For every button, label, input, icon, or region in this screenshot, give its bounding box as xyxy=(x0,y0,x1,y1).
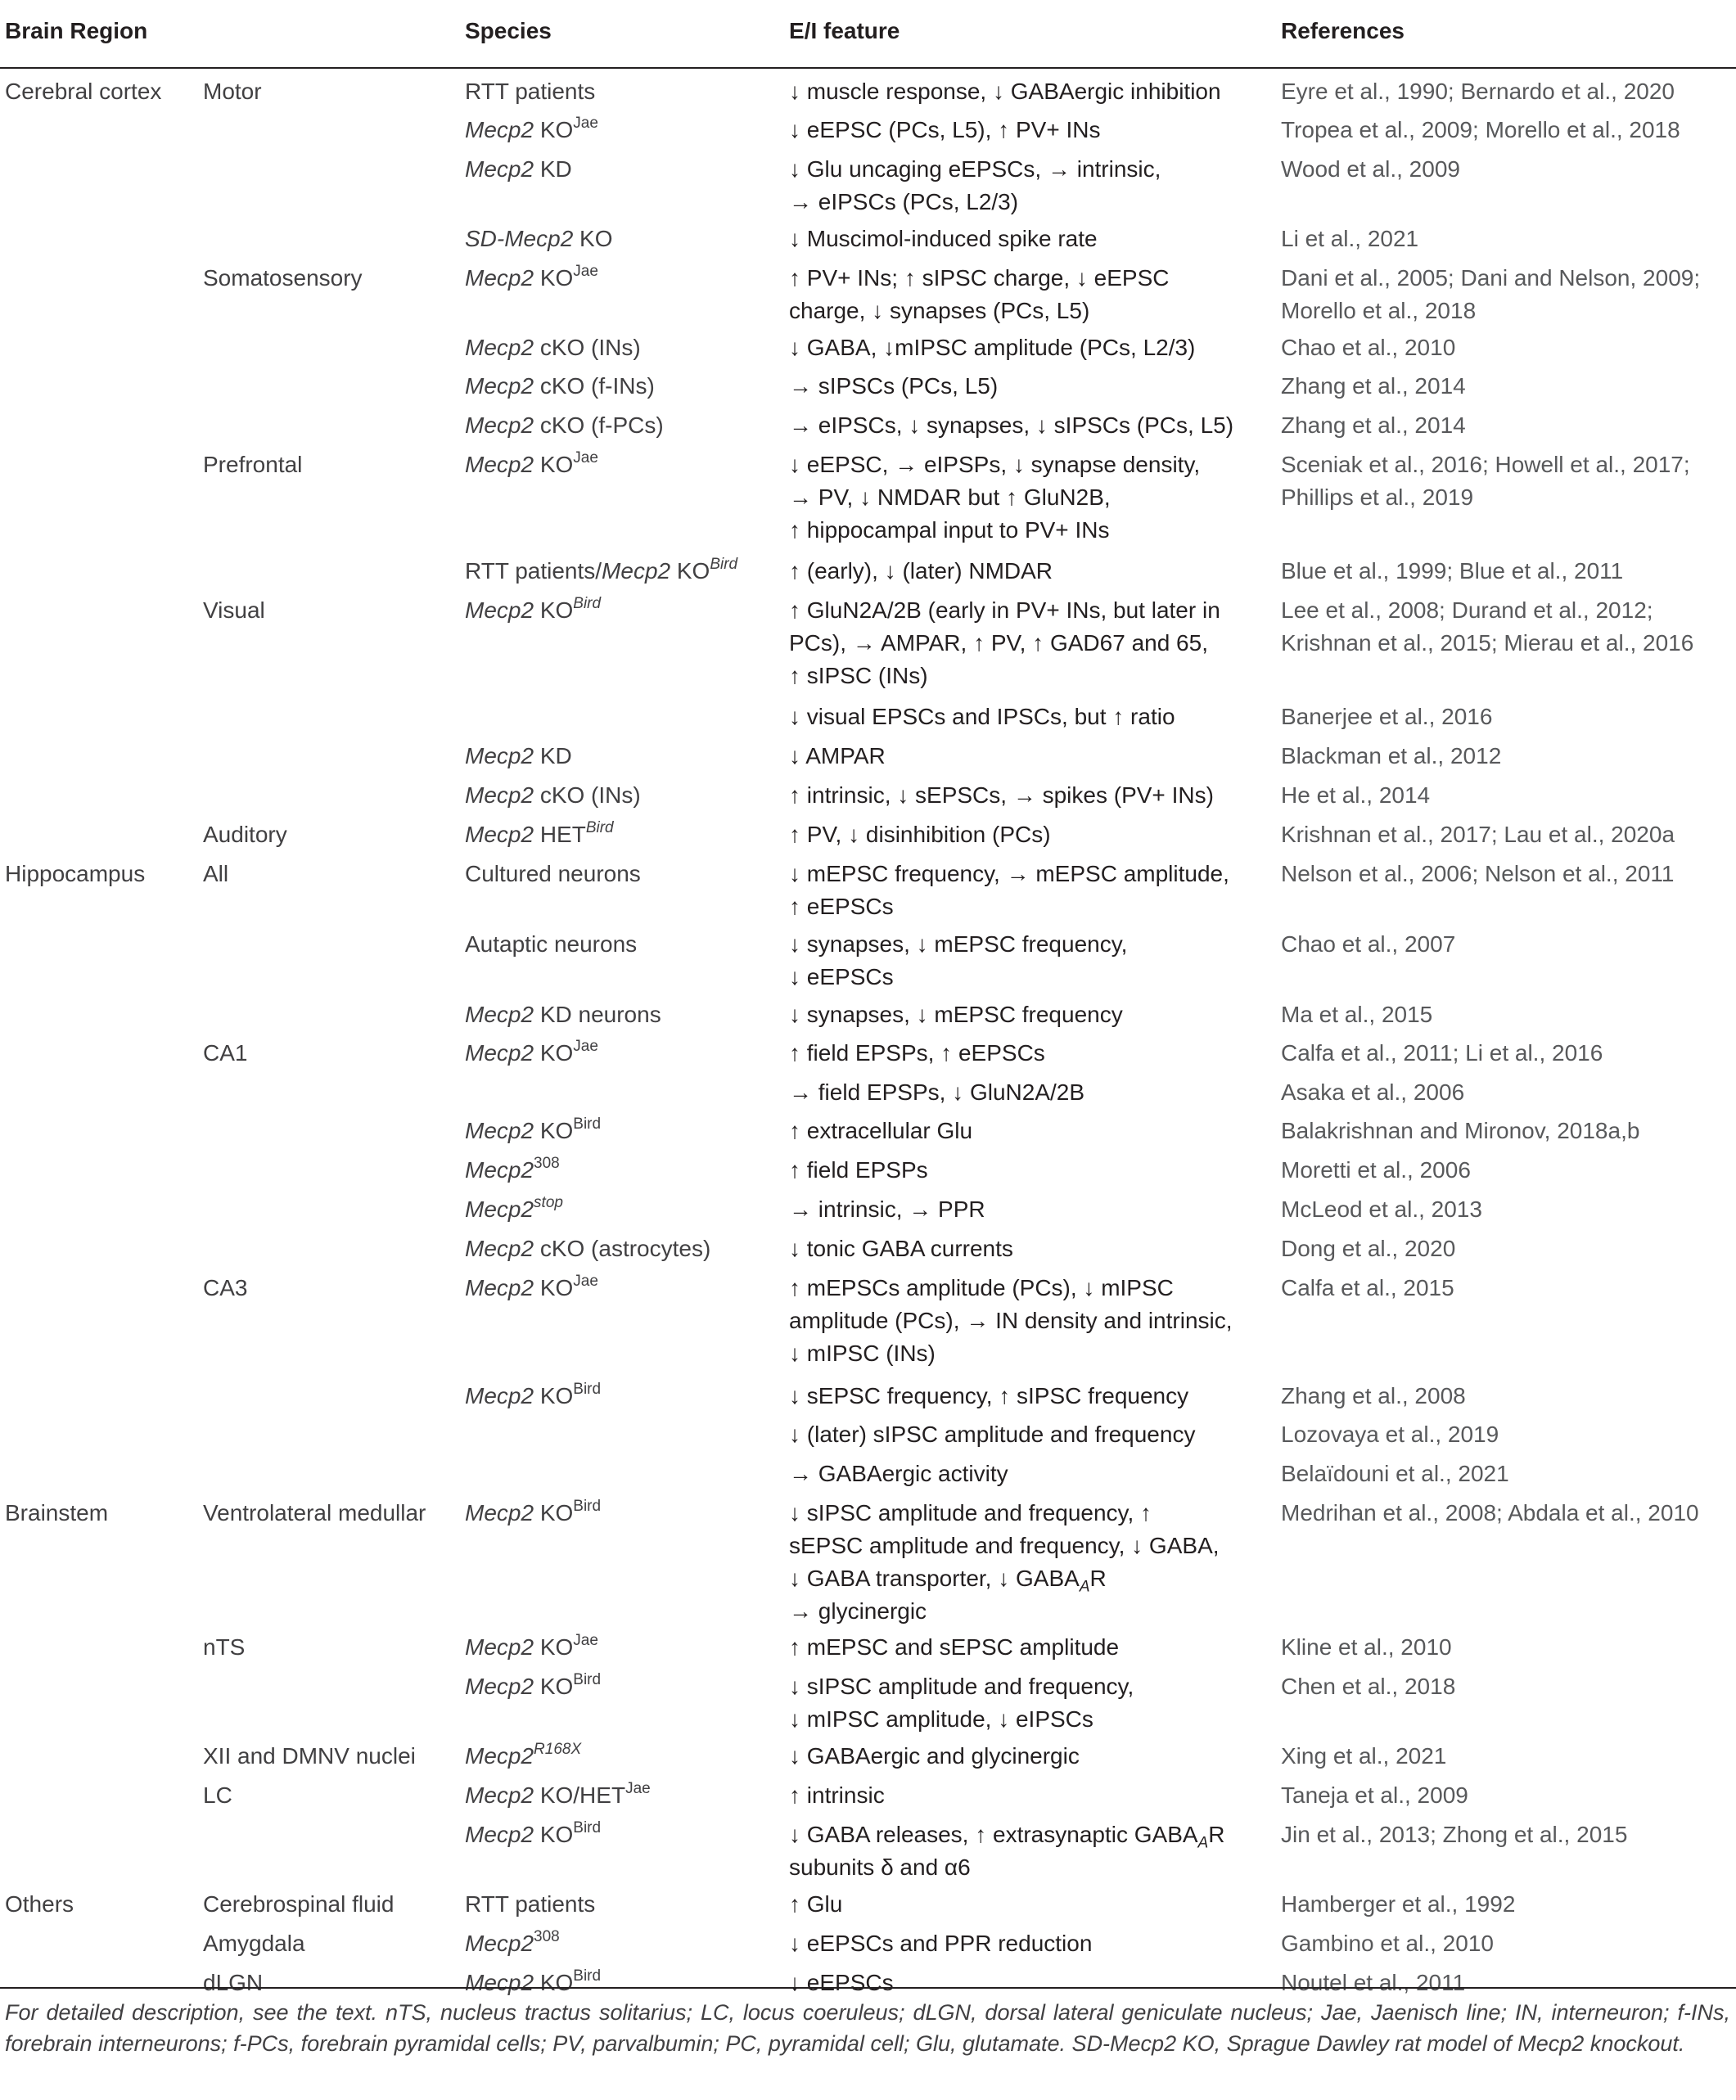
cell-references xyxy=(1281,153,1731,186)
ei-line-1: Wood et al., 2009 xyxy=(1281,156,1460,182)
ei-line-1: ↓ muscle response, ↓ GABAergic inhibition xyxy=(789,79,1221,104)
cell-references xyxy=(1281,448,1731,514)
ei-line-1: Chen et al., 2018 xyxy=(1281,1674,1456,1699)
cell-ei-feature xyxy=(789,1380,1272,1413)
ei-line-2: charge, ↓ synapses (PCs, L5) xyxy=(789,298,1090,323)
ei-line-1: ↓ mEPSC frequency, → mEPSC amplitude, xyxy=(789,861,1229,886)
ei-line-1: Dani et al., 2005; Dani and Nelson, 2009; xyxy=(1281,265,1701,291)
cell-references xyxy=(1281,1779,1731,1812)
ei-line-2: subunits δ and α6 xyxy=(789,1854,971,1880)
cell-references xyxy=(1281,1380,1731,1413)
ei-line-1: ↑ GluN2A/2B (early in PV+ INs, but later in xyxy=(789,597,1220,623)
cell-ei-feature xyxy=(789,858,1272,923)
cell-ei-feature xyxy=(789,555,1272,588)
ei-line-1: Balakrishnan and Mironov, 2018a,b xyxy=(1281,1118,1640,1143)
ei-line-1: Moretti et al., 2006 xyxy=(1281,1157,1471,1183)
cell-ei-feature xyxy=(789,1458,1272,1490)
cell-references xyxy=(1281,740,1731,773)
cell-species: Mecp2 cKO (astrocytes) xyxy=(465,1236,711,1261)
ei-line-1: ↓ sIPSC amplitude and frequency, ↑ xyxy=(789,1500,1152,1525)
ei-line-1: ↓ sIPSC amplitude and frequency, xyxy=(789,1674,1134,1699)
ei-line-1: Blue et al., 1999; Blue et al., 2011 xyxy=(1281,558,1624,584)
ei-line-1: Jin et al., 2013; Zhong et al., 2015 xyxy=(1281,1822,1628,1847)
ei-line-1: ↓ Muscimol-induced spike rate xyxy=(789,226,1098,251)
header-species: Species xyxy=(465,18,552,43)
cell-species: Mecp2 $KO^{Bird}$ xyxy=(465,1818,602,1847)
cell-ei-feature xyxy=(789,1154,1272,1187)
cell-subregion: XII and DMNV nuclei xyxy=(203,1743,416,1769)
ei-line-2: Morello et al., 2018 xyxy=(1281,298,1477,323)
cell-ei-feature xyxy=(789,998,1272,1031)
ei-line-2: ↑ eEPSCs xyxy=(789,894,894,919)
ei-line-1: ↓ sEPSC frequency, ↑ sIPSC frequency xyxy=(789,1383,1189,1408)
ei-line-1: Tropea et al., 2009; Morello et al., 2018 xyxy=(1281,117,1680,142)
ei-line-1: Sceniak et al., 2016; Howell et al., 2017; xyxy=(1281,452,1690,477)
cell-subregion: CA1 xyxy=(203,1040,248,1066)
cell-ei-feature xyxy=(789,1670,1272,1736)
ei-line-2: PCs), → AMPAR, ↑ PV, ↑ GAD67 and 65, xyxy=(789,630,1208,656)
ei-line-1: Lozovaya et al., 2019 xyxy=(1281,1422,1499,1447)
cell-references xyxy=(1281,1740,1731,1773)
ei-line-1: Medrihan et al., 2008; Abdala et al., 2010 xyxy=(1281,1500,1699,1525)
cell-subregion: nTS xyxy=(203,1634,246,1660)
ei-line-3: ↓ mIPSC (INs) xyxy=(789,1341,936,1366)
cell-subregion: dLGN xyxy=(203,1970,264,1995)
ei-line-1: ↑ Glu xyxy=(789,1891,843,1917)
cell-ei-feature xyxy=(789,409,1272,442)
ei-line-1: ↑ PV, ↓ disinhibition (PCs) xyxy=(789,822,1051,847)
cell-species: Mecp2 cKO (f-INs) xyxy=(465,373,655,399)
cell-references xyxy=(1281,858,1731,890)
cell-species: Mecp2 $KO^{Bird}$ xyxy=(465,1380,602,1408)
cell-references xyxy=(1281,262,1731,327)
ei-line-1: Chao et al., 2007 xyxy=(1281,931,1456,957)
cell-ei-feature xyxy=(789,153,1272,219)
cell-species: Mecp2 $KO^{Bird}$ xyxy=(465,1670,602,1699)
ei-line-1: Taneja et al., 2009 xyxy=(1281,1782,1468,1808)
cell-references xyxy=(1281,114,1731,146)
cell-subregion: All xyxy=(203,861,229,886)
table-bottom-rule xyxy=(0,1987,1736,1989)
cell-references xyxy=(1281,1272,1731,1305)
cell-references xyxy=(1281,779,1731,812)
ei-line-1: → sIPSCs (PCs, L5) xyxy=(789,373,999,399)
ei-line-1: Lee et al., 2008; Durand et al., 2012; xyxy=(1281,597,1653,623)
cell-ei-feature xyxy=(789,331,1272,364)
cell-ei-feature xyxy=(789,1115,1272,1147)
cell-species: $Mecp2^{stop}$ xyxy=(465,1193,563,1222)
cell-references xyxy=(1281,370,1731,403)
ei-line-2: ↓ eEPSCs xyxy=(789,964,894,989)
ei-line-2: Krishnan et al., 2015; Mierau et al., 2016 xyxy=(1281,630,1694,656)
cell-species: Mecp2 $KO^{Bird}$ xyxy=(465,1497,602,1525)
ei-line-1: ↑ field EPSPs, ↑ eEPSCs xyxy=(789,1040,1045,1066)
cell-references xyxy=(1281,555,1731,588)
cell-brain-region: Others xyxy=(5,1891,74,1917)
ei-line-1: ↓ synapses, ↓ mEPSC frequency, xyxy=(789,931,1128,957)
cell-ei-feature xyxy=(789,448,1272,547)
cell-references xyxy=(1281,1967,1731,1999)
ei-line-1: Asaka et al., 2006 xyxy=(1281,1079,1465,1105)
cell-references xyxy=(1281,409,1731,442)
ei-line-1: ↓ Glu uncaging eEPSCs, → intrinsic, xyxy=(789,156,1161,182)
cell-species: Mecp2 $KO^{Bird}$ xyxy=(465,1115,602,1143)
ei-line-1: Ma et al., 2015 xyxy=(1281,1002,1433,1027)
cell-references xyxy=(1281,594,1731,660)
cell-ei-feature xyxy=(789,223,1272,255)
ei-line-1: ↓ GABA releases, ↑ extrasynaptic $GABA_AR$ xyxy=(789,1822,1225,1852)
ei-line-2: → eIPSCs (PCs, L2/3) xyxy=(789,189,1019,214)
cell-species: Mecp2 cKO (INs) xyxy=(465,782,641,808)
cell-brain-region: Cerebral cortex xyxy=(5,79,162,104)
cell-subregion: Auditory xyxy=(203,822,287,847)
cell-ei-feature xyxy=(789,1818,1272,1884)
ei-line-2: sEPSC amplitude and frequency, ↓ GABA, xyxy=(789,1533,1220,1558)
cell-references xyxy=(1281,1037,1731,1070)
ei-line-1: He et al., 2014 xyxy=(1281,782,1431,808)
ei-line-1: Xing et al., 2021 xyxy=(1281,1743,1447,1769)
cell-species: Mecp2 $KO^{Jae}$ xyxy=(465,1037,598,1066)
cell-ei-feature xyxy=(789,740,1272,773)
cell-ei-feature xyxy=(789,701,1272,733)
ei-line-3: ↑ hippocampal input to PV+ INs xyxy=(789,517,1110,543)
ei-line-1: Dong et al., 2020 xyxy=(1281,1236,1456,1261)
ei-line-1: ↓ GABA, ↓mIPSC amplitude (PCs, L2/3) xyxy=(789,335,1196,360)
cell-species: RTT patients xyxy=(465,79,596,104)
cell-species: Mecp2 $KO^{Jae}$ xyxy=(465,1272,598,1300)
table-footnote: For detailed description, see the text. nTS, nucleus tractus solitarius; LC, locus coeruleus; dLGN, dorsal lateral geniculate nucleus; Jae, Jaenisch line; IN, interneuron; f-INs, forebrain interneurons; f-PCs, forebrain pyramidal cells; PV, parvalbumin; PC, pyramidal cell; Glu, glutamate. SD-Mecp2 KO, Sprague Dawley rat model of Mecp2 knockout. xyxy=(5,2000,1730,2056)
cell-ei-feature xyxy=(789,1779,1272,1812)
cell-ei-feature xyxy=(789,1967,1272,1999)
ei-line-1: ↑ mEPSC and sEPSC amplitude xyxy=(789,1634,1120,1660)
ei-line-1: ↓ AMPAR xyxy=(789,743,886,768)
ei-line-1: ↓ visual EPSCs and IPSCs, but ↑ ratio xyxy=(789,704,1175,729)
cell-references xyxy=(1281,1818,1731,1851)
cell-species: SD-Mecp2 KO xyxy=(465,226,613,251)
cell-references xyxy=(1281,223,1731,255)
ei-line-1: → intrinsic, → PPR xyxy=(789,1196,985,1222)
cell-species: Mecp2 cKO (f-PCs) xyxy=(465,412,664,438)
cell-references xyxy=(1281,1233,1731,1265)
ei-line-1: Krishnan et al., 2017; Lau et al., 2020a xyxy=(1281,822,1675,847)
cell-references xyxy=(1281,818,1731,851)
ei-line-1: McLeod et al., 2013 xyxy=(1281,1196,1482,1222)
cell-species: Mecp2 KD neurons xyxy=(465,1002,661,1027)
ei-line-1: ↑ intrinsic, ↓ sEPSCs, → spikes (PV+ INs) xyxy=(789,782,1214,808)
cell-species: Mecp2 $KO^{Jae}$ xyxy=(465,262,598,291)
ei-line-1: ↑ field EPSPs xyxy=(789,1157,928,1183)
ei-line-1: Blackman et al., 2012 xyxy=(1281,743,1502,768)
cell-ei-feature xyxy=(789,1497,1272,1628)
ei-line-1: ↑ (early), ↓ (later) NMDAR xyxy=(789,558,1053,584)
ei-line-1: Hamberger et al., 1992 xyxy=(1281,1891,1516,1917)
ei-line-1: ↑ PV+ INs; ↑ sIPSC charge, ↓ eEPSC xyxy=(789,265,1170,291)
table-header xyxy=(0,0,1736,69)
ei-line-1: Zhang et al., 2008 xyxy=(1281,1383,1466,1408)
ei-line-1: ↓ GABAergic and glycinergic xyxy=(789,1743,1080,1769)
cell-species: Mecp2 $KO^{Bird}$ xyxy=(465,594,602,623)
cell-subregion: Cerebrospinal fluid xyxy=(203,1891,395,1917)
ei-line-1: → field EPSPs, ↓ GluN2A/2B xyxy=(789,1079,1085,1105)
cell-references xyxy=(1281,1193,1731,1226)
cell-references xyxy=(1281,1927,1731,1960)
cell-ei-feature xyxy=(789,114,1272,146)
cell-species: Mecp2 cKO (INs) xyxy=(465,335,641,360)
cell-species: Mecp2 $KO/HET^{Jae}$ xyxy=(465,1779,651,1808)
cell-subregion: Ventrolateral medullar xyxy=(203,1500,426,1525)
cell-references xyxy=(1281,1497,1731,1530)
cell-references xyxy=(1281,1418,1731,1451)
ei-line-1: ↑ intrinsic xyxy=(789,1782,885,1808)
cell-species: $Mecp2^{308}$ xyxy=(465,1154,560,1183)
cell-subregion: Prefrontal xyxy=(203,452,303,477)
ei-line-1: Zhang et al., 2014 xyxy=(1281,412,1466,438)
cell-species: Mecp2 $HET^{Bird}$ xyxy=(465,818,614,847)
cell-ei-feature xyxy=(789,1272,1272,1370)
cell-ei-feature xyxy=(789,818,1272,851)
cell-species: Cultured neurons xyxy=(465,861,641,886)
ei-line-1: Calfa et al., 2015 xyxy=(1281,1275,1454,1300)
cell-species: RTT patients xyxy=(465,1891,596,1917)
ei-line-1: Li et al., 2021 xyxy=(1281,226,1419,251)
cell-references xyxy=(1281,1888,1731,1921)
cell-ei-feature xyxy=(789,262,1272,327)
ei-line-1: ↓ eEPSC, → eIPSPs, ↓ synapse density, xyxy=(789,452,1201,477)
cell-ei-feature xyxy=(789,1740,1272,1773)
header-ei-feature: E/I feature xyxy=(789,18,900,43)
cell-subregion: Motor xyxy=(203,79,262,104)
cell-species: Autaptic neurons xyxy=(465,931,638,957)
ei-line-1: Banerjee et al., 2016 xyxy=(1281,704,1493,729)
ei-line-1: ↓ eEPSCs xyxy=(789,1970,894,1995)
cell-subregion: Somatosensory xyxy=(203,265,363,291)
cell-ei-feature xyxy=(789,1037,1272,1070)
cell-references xyxy=(1281,1631,1731,1664)
cell-subregion: Visual xyxy=(203,597,265,623)
ei-line-2: Phillips et al., 2019 xyxy=(1281,484,1474,510)
cell-species: Mecp2 $KO^{Jae}$ xyxy=(465,1631,598,1660)
ei-line-1: ↓ eEPSCs and PPR reduction xyxy=(789,1931,1093,1956)
cell-references xyxy=(1281,928,1731,961)
ei-line-1: Nelson et al., 2006; Nelson et al., 2011 xyxy=(1281,861,1675,886)
cell-references xyxy=(1281,1154,1731,1187)
ei-line-1: Gambino et al., 2010 xyxy=(1281,1931,1494,1956)
cell-subregion: LC xyxy=(203,1782,232,1808)
ei-line-1: ↑ mEPSCs amplitude (PCs), ↓ mIPSC xyxy=(789,1275,1174,1300)
ei-line-1: ↓ eEPSC (PCs, L5), ↑ PV+ INs xyxy=(789,117,1101,142)
cell-species: Mecp2 KD xyxy=(465,156,572,182)
ei-line-1: ↓ (later) sIPSC amplitude and frequency xyxy=(789,1422,1196,1447)
cell-brain-region: Hippocampus xyxy=(5,861,146,886)
cell-species: $Mecp2^{R168X}$ xyxy=(465,1740,582,1769)
ei-line-3: ↑ sIPSC (INs) xyxy=(789,663,928,688)
ei-line-1: ↓ synapses, ↓ mEPSC frequency xyxy=(789,1002,1123,1027)
cell-ei-feature xyxy=(789,1888,1272,1921)
cell-ei-feature xyxy=(789,1927,1272,1960)
cell-references xyxy=(1281,331,1731,364)
cell-species: Mecp2 $KO^{Bird}$ xyxy=(465,1967,602,1995)
cell-ei-feature xyxy=(789,75,1272,108)
cell-ei-feature xyxy=(789,1631,1272,1664)
ei-line-2: ↓ mIPSC amplitude, ↓ eIPSCs xyxy=(789,1706,1093,1732)
cell-ei-feature xyxy=(789,779,1272,812)
ei-line-1: Calfa et al., 2011; Li et al., 2016 xyxy=(1281,1040,1603,1066)
cell-ei-feature xyxy=(789,594,1272,692)
cell-references xyxy=(1281,75,1731,108)
ei-line-1: → GABAergic activity xyxy=(789,1461,1008,1486)
cell-references xyxy=(1281,998,1731,1031)
ei-line-1: → eIPSCs, ↓ synapses, ↓ sIPSCs (PCs, L5) xyxy=(789,412,1234,438)
ei-line-1: Noutel et al., 2011 xyxy=(1281,1970,1466,1995)
cell-subregion: Amygdala xyxy=(203,1931,305,1956)
cell-species: RTT patients/Mecp2 $KO^{Bird}$ xyxy=(465,555,738,584)
cell-references xyxy=(1281,1076,1731,1109)
ei-line-1: ↓ tonic GABA currents xyxy=(789,1236,1013,1261)
header-brain-region: Brain Region xyxy=(5,18,148,43)
cell-references xyxy=(1281,1115,1731,1147)
cell-ei-feature xyxy=(789,370,1272,403)
ei-line-1: Belaïdouni et al., 2021 xyxy=(1281,1461,1509,1486)
cell-ei-feature xyxy=(789,1076,1272,1109)
cell-ei-feature xyxy=(789,928,1272,994)
ei-line-2: amplitude (PCs), → IN density and intrinsic, xyxy=(789,1308,1233,1333)
cell-species: Mecp2 $KO^{Jae}$ xyxy=(465,448,598,477)
ei-line-1: ↑ extracellular Glu xyxy=(789,1118,973,1143)
ei-line-1: Eyre et al., 1990; Bernardo et al., 2020 xyxy=(1281,79,1675,104)
ei-line-2: → PV, ↓ NMDAR but ↑ GluN2B, xyxy=(789,484,1111,510)
ei-line-1: Kline et al., 2010 xyxy=(1281,1634,1452,1660)
cell-subregion: CA3 xyxy=(203,1275,248,1300)
cell-references xyxy=(1281,701,1731,733)
ei-line-1: Chao et al., 2010 xyxy=(1281,335,1456,360)
cell-references xyxy=(1281,1670,1731,1703)
cell-species: $Mecp2^{308}$ xyxy=(465,1927,560,1956)
cell-species: Mecp2 $KO^{Jae}$ xyxy=(465,114,598,142)
cell-brain-region: Brainstem xyxy=(5,1500,109,1525)
header-references: References xyxy=(1281,18,1405,43)
cell-references xyxy=(1281,1458,1731,1490)
ei-line-4: → glycinergic xyxy=(789,1598,927,1624)
cell-species: Mecp2 KD xyxy=(465,743,572,768)
ei-line-3: ↓ GABA transporter, ↓ $GABA_AR$ xyxy=(789,1566,1107,1596)
cell-ei-feature xyxy=(789,1233,1272,1265)
ei-line-1: Zhang et al., 2014 xyxy=(1281,373,1466,399)
cell-ei-feature xyxy=(789,1418,1272,1451)
cell-ei-feature xyxy=(789,1193,1272,1226)
